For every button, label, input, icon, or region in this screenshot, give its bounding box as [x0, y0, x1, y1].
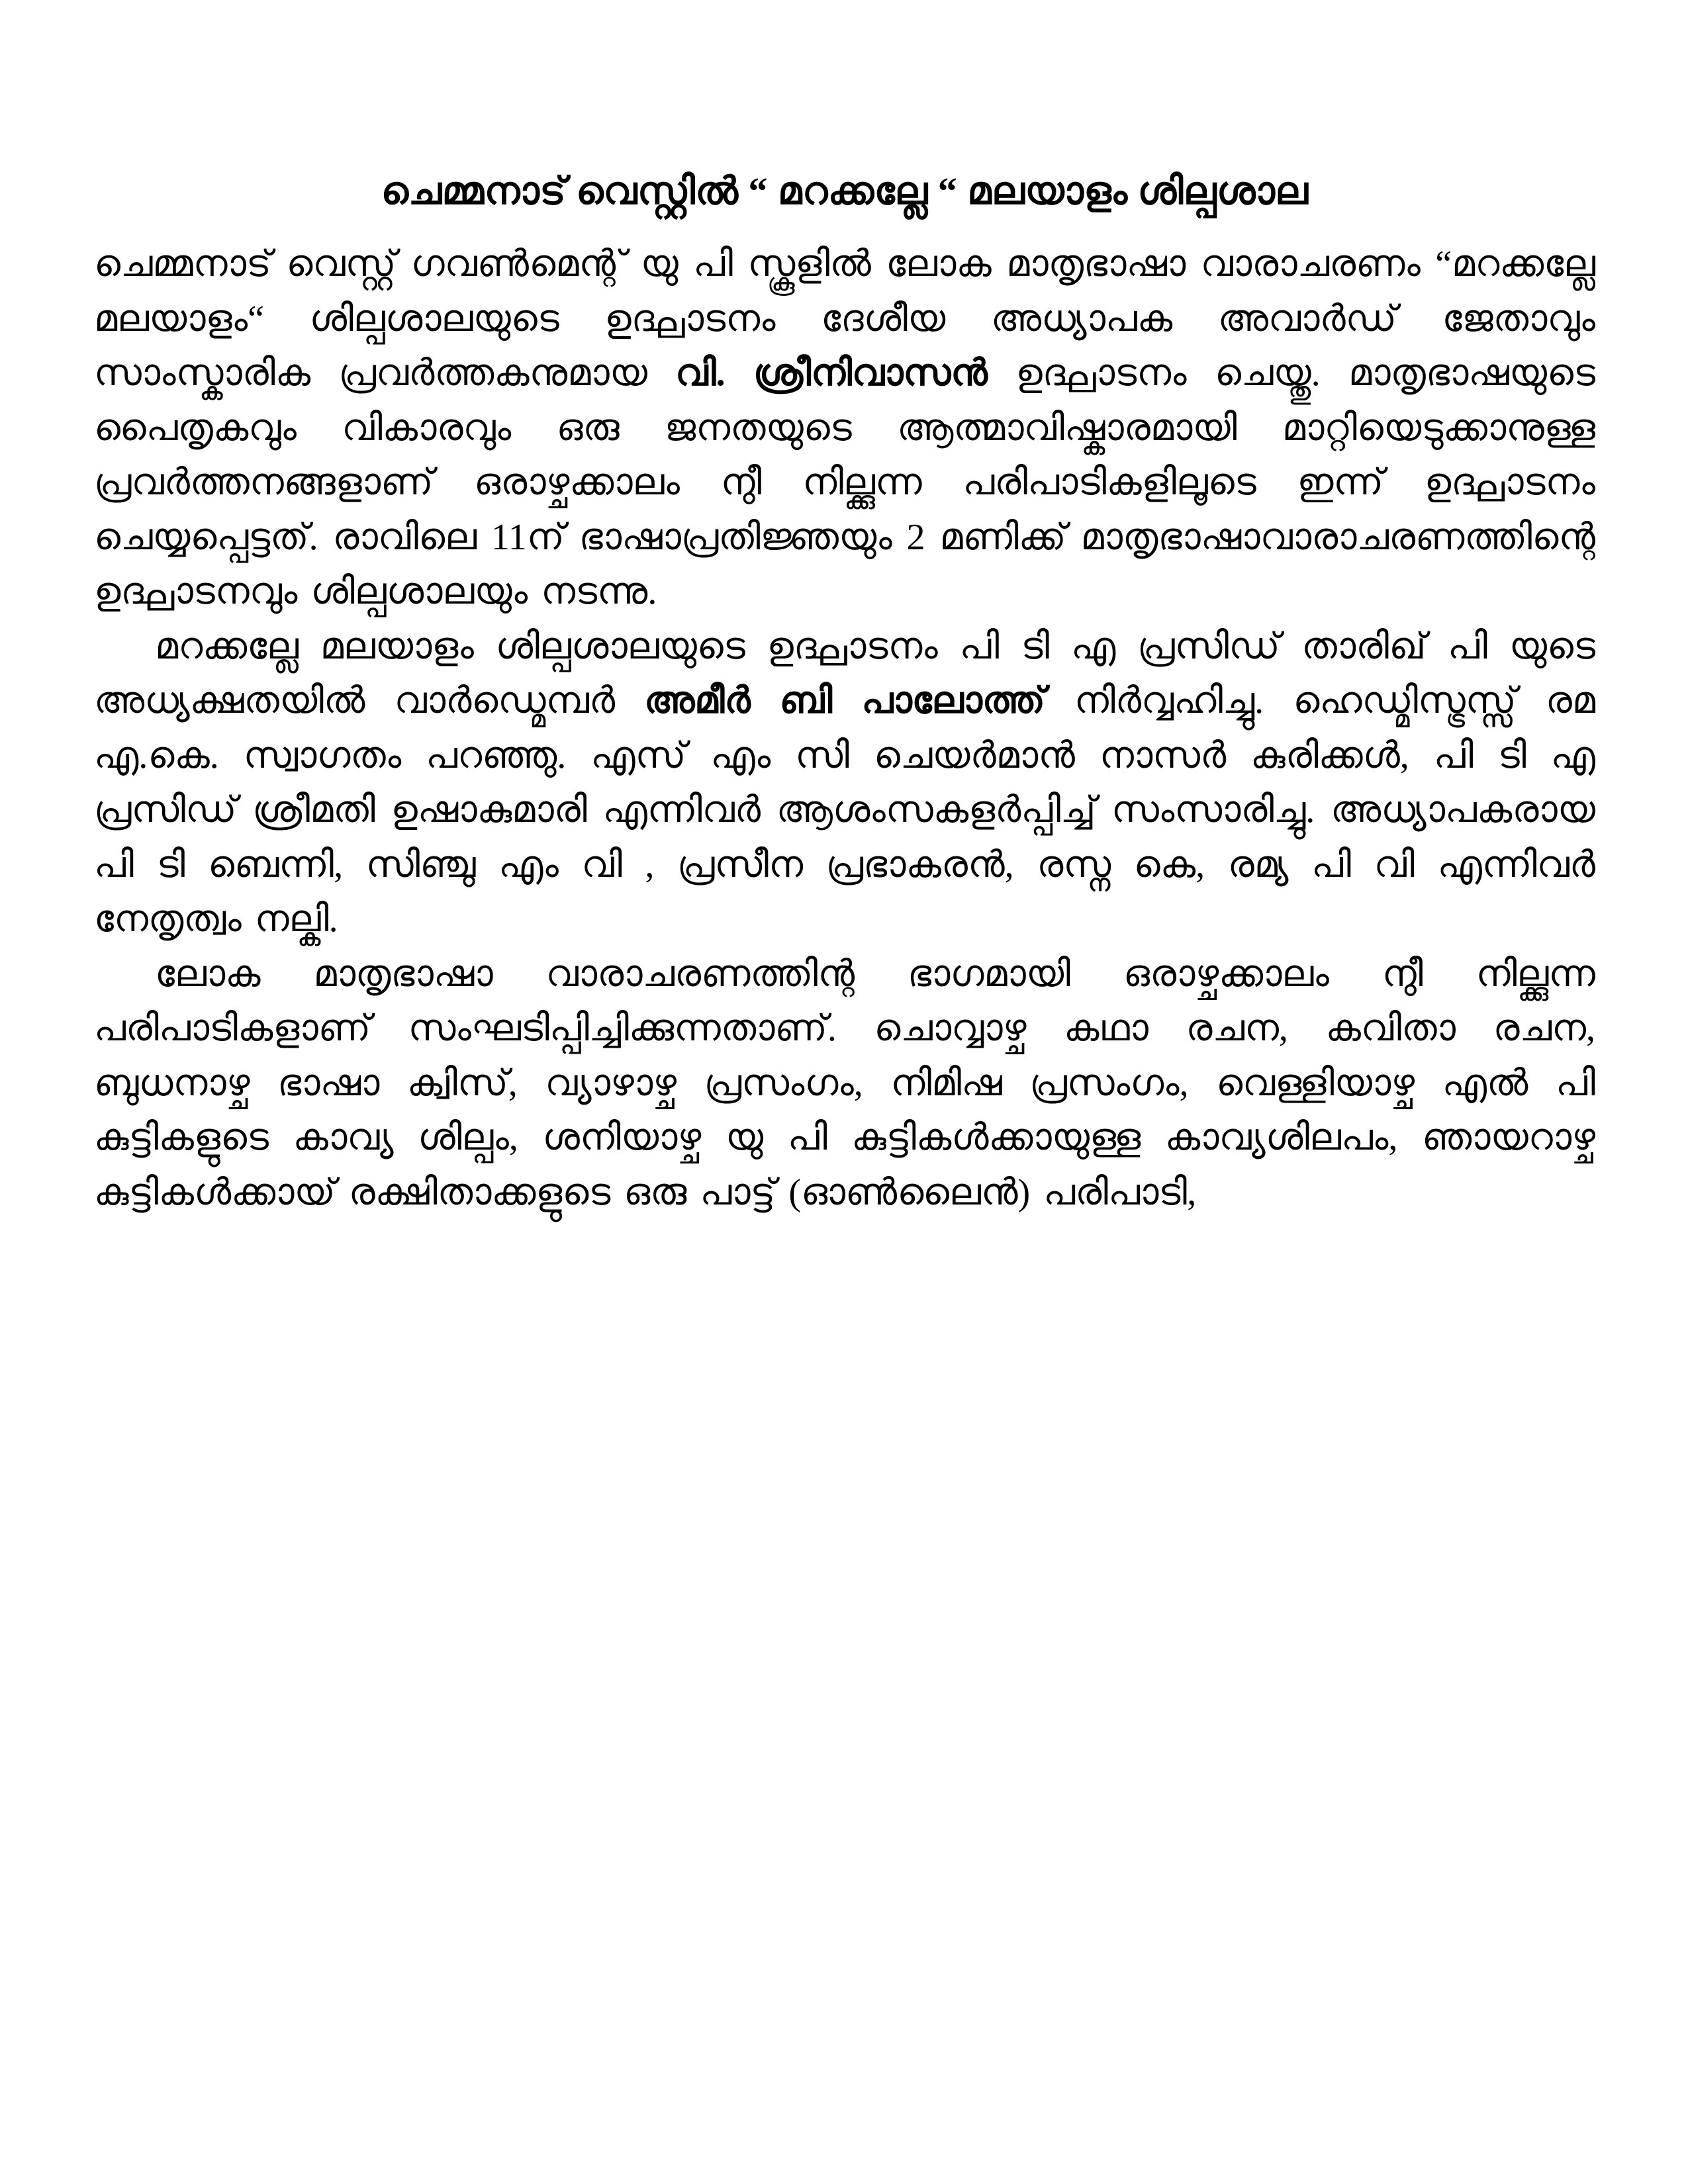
document-title: ചെമ്മനാട് വെസ്റ്റിൽ “ മറക്കല്ലേ “ മലയാളം ശില്പശാല	[381, 169, 1309, 212]
paragraph	[94, 237, 1595, 619]
emphasized-name-text: അമീർ ബി പാലോത്ത്	[644, 680, 1045, 721]
document-body	[94, 237, 1595, 1220]
emphasized-name-text: വി. ശ്രീനിവാസൻ	[675, 353, 988, 394]
paragraph-text: ഉദ്ഘാടനം ചെയ്തു. മാതൃഭാഷയുടെ പൈതൃകവും വികാരവും ഒരു ജനതയുടെ ആത്മാവിഷ്കാരമായി മാറ്റിയെടുക്കാനുള്ള പ്രവർത്തനങ്ങളാണ് ഒരാഴ്ചക്കാലം നീു നില്ക്കുന്ന പരിപാടികളിലൂടെ ഇന്ന് ഉദ്ഘാടനം ചെയ്യപ്പെട്ടത്. രാവിലെ 11ന് ഭാഷാപ്രതിജ്ഞയും 2 മണിക്ക് മാതൃഭാഷാവാരാചരണത്തിന്റെ ഉദ്ഘാടനവും ശില്പശാലയും നടന്നു.	[94, 353, 1595, 612]
paragraph-text: ലോക മാതൃഭാഷാ വാരാചരണത്തിന്റ ഭാഗമായി ഒരാഴ്ചക്കാലം നീു നില്ക്കുന്ന പരിപാടികളാണ് സംഘടിപ്പിച്ചിക്കുന്നതാണ്. ചൊവ്വാഴ്ച കഥാ രചന, കവിതാ രചന, ബുധനാഴ്ച ഭാഷാ ക്വിസ്, വ്യാഴാഴ്ച പ്രസംഗം, നിമിഷ പ്രസംഗം, വെള്ളിയാഴ്ച എൽ പി കുട്ടികളുടെ കാവ്യ ശില്പം, ശനിയാഴ്ച യു പി കുട്ടികൾക്കായുള്ള കാവ്യശിലപം, ഞായറാഴ്ച കുട്ടികൾക്കായ് രക്ഷിതാക്കളുടെ ഒരു പാട്ട് (ഓൺലൈൻ) പരിപാടി,	[94, 953, 1595, 1213]
paragraph	[94, 947, 1595, 1220]
paragraph	[94, 619, 1595, 947]
document-content	[94, 164, 1595, 1220]
paragraph-text: ചെമ്മനാട് വെസ്റ്റ് ഗവൺമെന്റ് യു പി സ്കൂളിൽ ലോക മാതൃഭാഷാ വാരാചരണം “മറക്കല്ലേ മലയാളം“ ശില്പശാലയുടെ ഉദ്ഘാടനം ദേശീയ അധ്യാപക അവാർഡ് ജേതാവും സാംസ്കാരിക പ്രവർത്തകനുമായ	[94, 244, 1595, 394]
paragraph-text: മറക്കല്ലേ മലയാളം ശില്പശാലയുടെ ഉദ്ഘാടനം പി ടി എ പ്രസിഡ് താരിഖ് പി യുടെ അധ്യക്ഷതയിൽ വാർഡ്മെമ്പർ	[94, 625, 1595, 721]
paragraph-text: നിർവ്വഹിച്ചു. ഹെഡ്മിസ്ട്രസ്സ് രമ എ.കെ. സ്വാഗതം പറഞ്ഞു. എസ് എം സി ചെയർമാൻ നാസർ കുരിക്കൾ, പി ടി എ പ്രസിഡ് ശ്രീമതി ഉഷാകുമാരി എന്നിവർ ആശംസകളർപ്പിച്ച് സംസാരിച്ചു. അധ്യാപകരായ പി ടി ബെന്നി, സിഞ്ചു എം വി , പ്രസീന പ്രഭാകരൻ, രസ്ന കെ, രമ്യ പി വി എന്നിവർ നേതൃത്വം നല്കി.	[94, 680, 1596, 940]
